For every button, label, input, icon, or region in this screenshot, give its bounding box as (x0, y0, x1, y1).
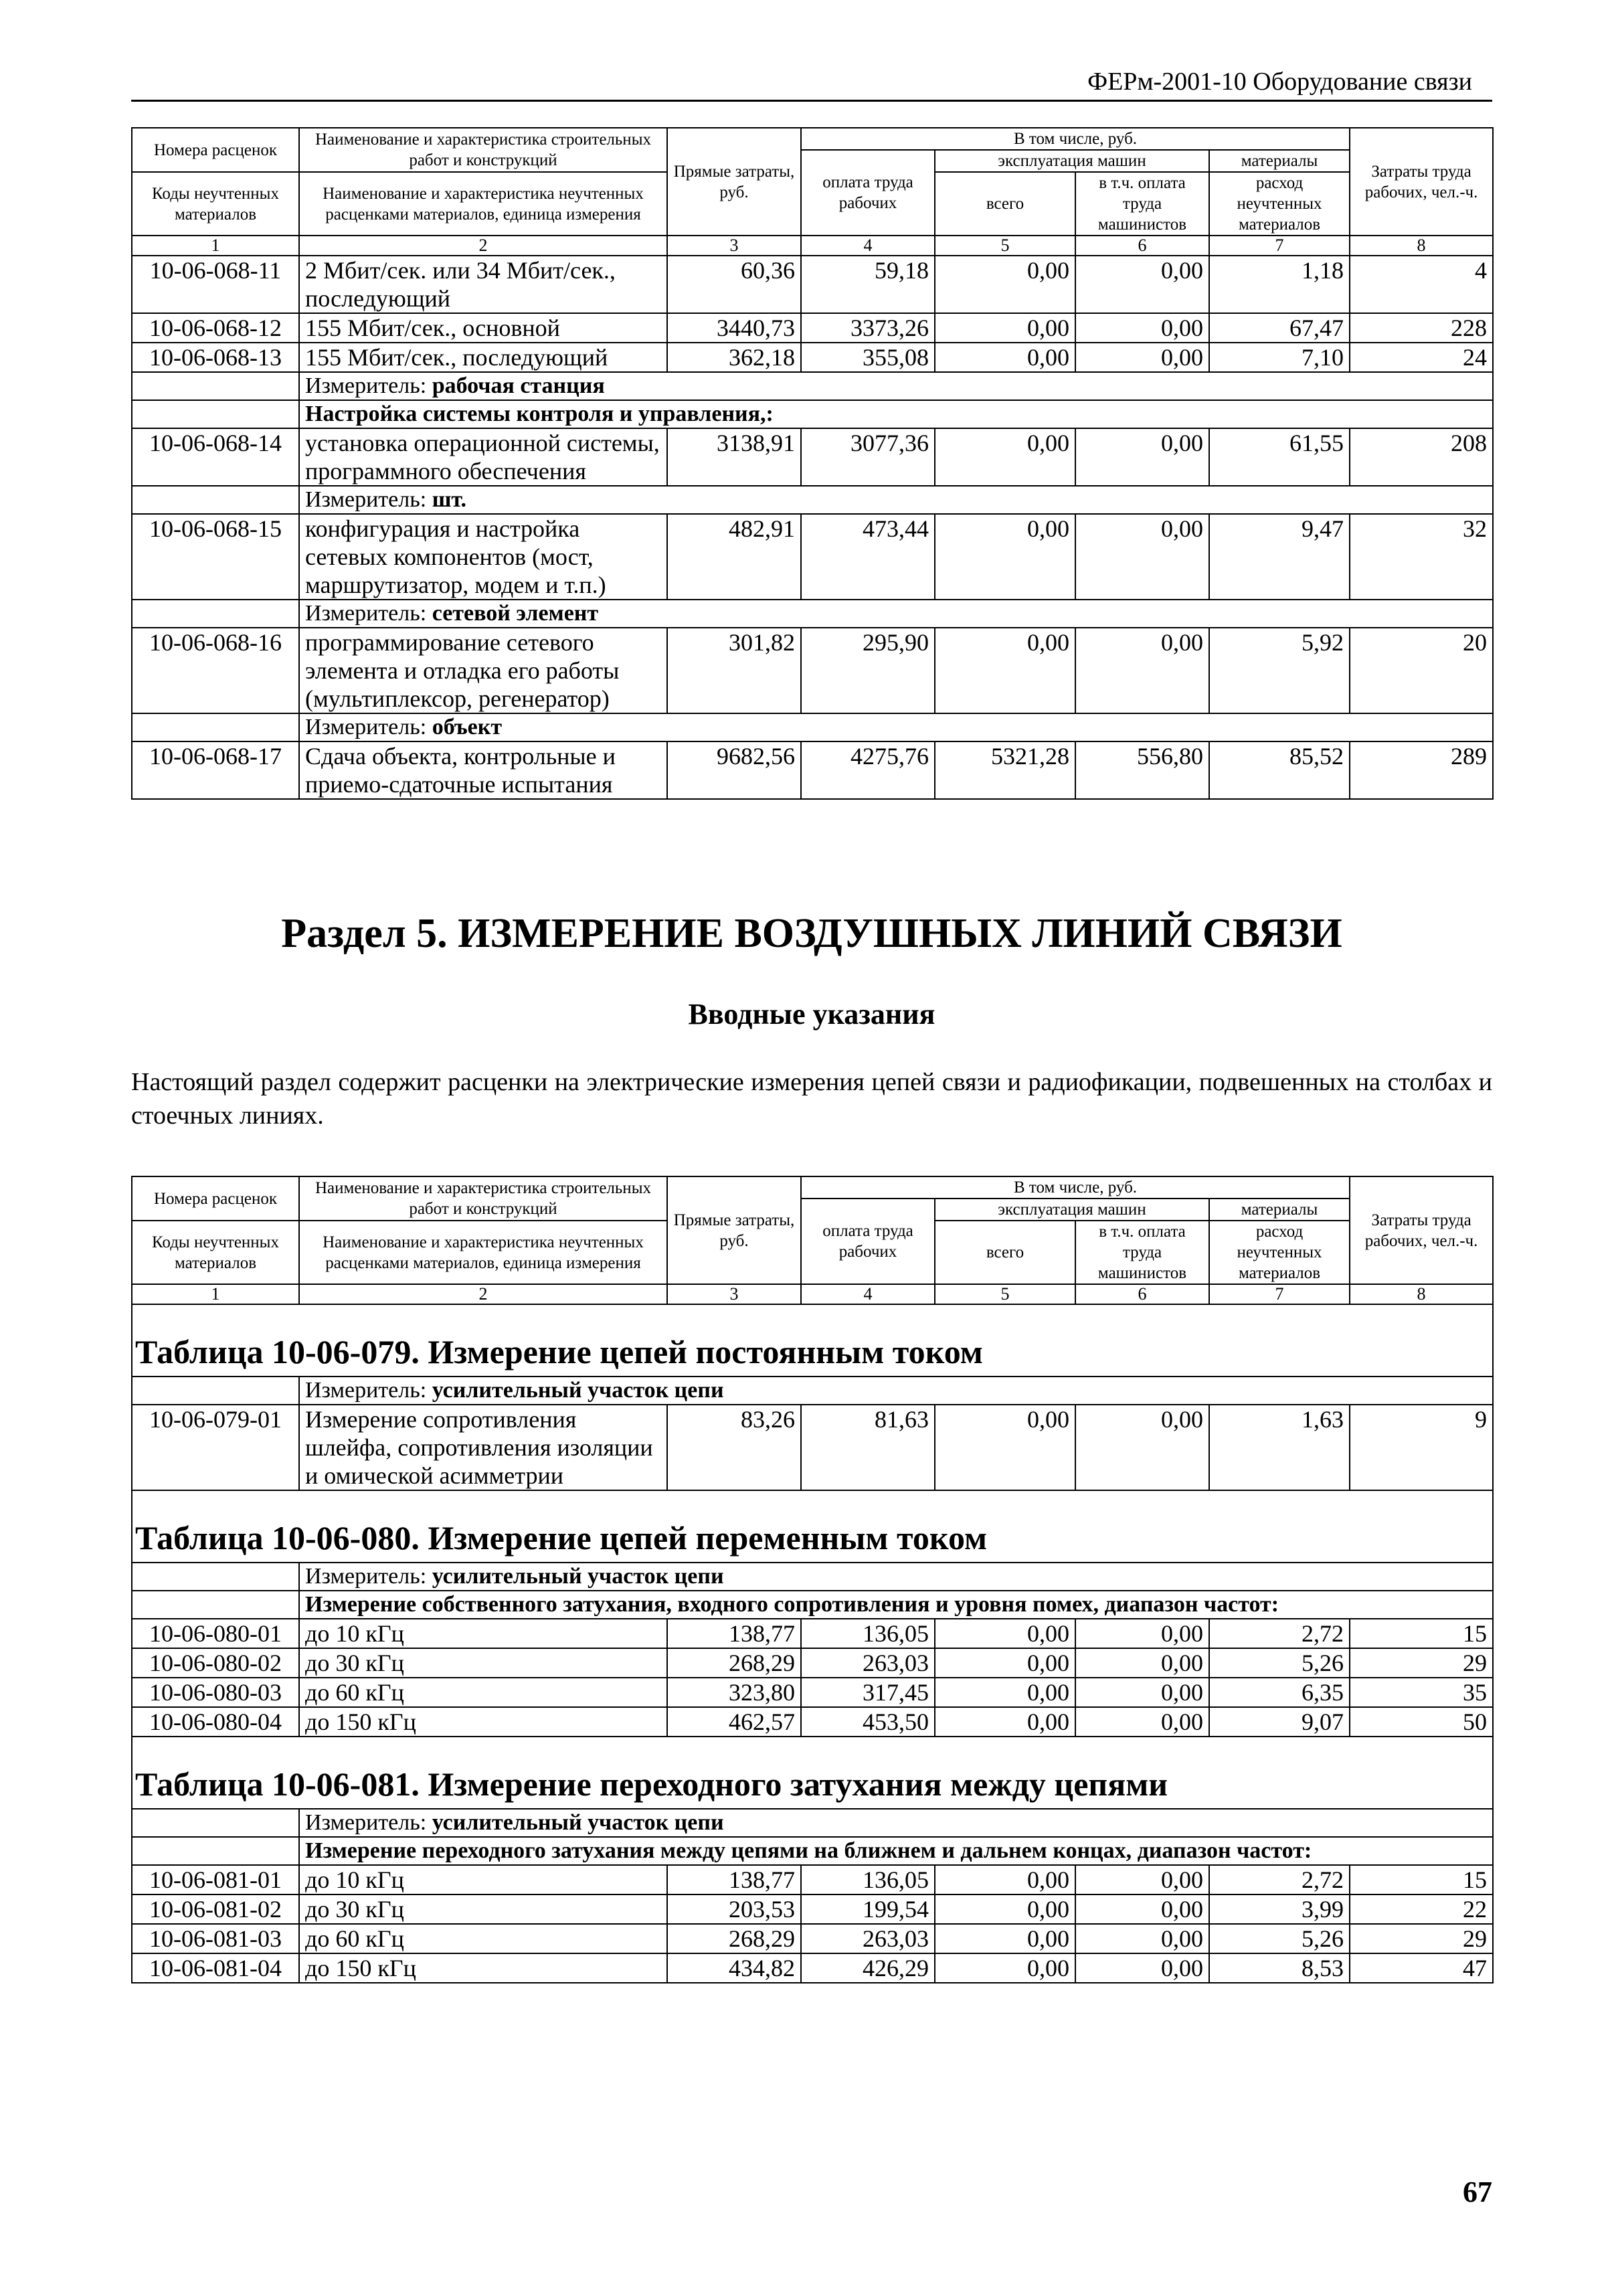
header-row (132, 128, 1493, 150)
measure-unit-row: Измеритель: усилительный участок цепи (132, 1377, 1493, 1405)
table-row: 10-06-080-02 до 30 кГц 268,29 263,03 0,00 0,00 5,26 29 (132, 1648, 1493, 1678)
col-rate-number-header: Номера расценок (132, 128, 299, 172)
col-worker-pay-header: оплата труда рабочих (801, 150, 935, 236)
table-title: Таблица 10-06-081. Измерение переходного затухания между цепями (132, 1737, 1493, 1809)
col-operators-pay-header: в т.ч. оплата труда машинистов (1075, 172, 1209, 236)
table-row: 10-06-080-04 до 150 кГц 462,57 453,50 0,00 0,00 9,07 50 (132, 1707, 1493, 1737)
rates-table-section5 (131, 1176, 1494, 1983)
header-row (132, 1176, 1493, 1199)
table-row: 10-06-080-01 до 10 кГц 138,77 136,05 0,00 0,00 2,72 15 (132, 1619, 1493, 1648)
table-row: 10-06-068-12 155 Мбит/сек., основной 3440,73 3373,26 0,00 0,00 67,47 228 (132, 313, 1493, 343)
intro-line: подвешенных на столбах и стоечных линиях. (131, 1068, 1492, 1130)
measure-unit-row: Измеритель: усилительный участок цепи (132, 1809, 1493, 1837)
col-worker-pay-header: оплата труда рабочих (801, 1199, 935, 1284)
table-row: 10-06-080-03 до 60 кГц 323,80 317,45 0,00 0,00 6,35 35 (132, 1678, 1493, 1707)
table-row: 10-06-068-11 2 Мбит/сек. или 34 Мбит/сек., последующий 60,36 59,18 0,00 0,00 1,18 4 (132, 256, 1493, 313)
page-number: 67 (1463, 2176, 1492, 2208)
table-row: 10-06-068-17 Сдача объекта, контрольные и приемо-сдаточные испытания 9682,56 4275,76 5321,28 556,80 85,52 289 (132, 741, 1493, 799)
section-title: Раздел 5. ИЗМЕРЕНИЕ ВОЗДУШНЫХ ЛИНИЙ СВЯЗИ (281, 911, 1342, 956)
intro-heading: Вводные указания (688, 998, 935, 1031)
measure-unit-row: Измеритель: рабочая станция (132, 372, 1493, 400)
col-machines-header: эксплуатация машин (935, 150, 1209, 172)
rates-table-068 (131, 127, 1494, 800)
measure-unit-row: Измеритель: объект (132, 713, 1493, 741)
col-machines-total-header: всего (935, 1221, 1075, 1284)
col-direct-costs-header: Прямые затраты, руб. (667, 1176, 801, 1284)
col-direct-costs-header: Прямые затраты, руб. (667, 128, 801, 236)
running-header: ФЕРм-2001-10 Оборудование связи (1087, 68, 1472, 96)
col-material-names-header: Наименование и характеристика неучтенных расценками материалов, единица измерения (299, 172, 667, 236)
column-index-row: 1 2 3 4 5 6 7 8 (132, 236, 1493, 256)
table-title: Таблица 10-06-080. Измерение цепей переменным током (132, 1490, 1493, 1563)
table-title-row (132, 1490, 1493, 1563)
column-index-row: 1 2 3 4 5 6 7 8 (132, 1284, 1493, 1304)
measure-unit-row: Измеритель: сетевой элемент (132, 600, 1493, 628)
col-operators-pay-header: в т.ч. оплата труда машинистов (1075, 1221, 1209, 1284)
col-work-name-header: Наименование и характеристика строительных работ и конструкций (299, 1176, 667, 1221)
col-labor-hours-header: Затраты труда рабочих, чел.-ч. (1350, 128, 1493, 236)
intro-paragraph (131, 1065, 1492, 1132)
col-materials-use-header: расход неучтенных материалов (1209, 1221, 1350, 1284)
table-title: Таблица 10-06-079. Измерение цепей постоянным током (132, 1304, 1493, 1377)
col-materials-header: материалы (1209, 1199, 1350, 1221)
col-group-header: В том числе, руб. (801, 128, 1350, 150)
table-title-row (132, 1737, 1493, 1809)
col-work-name-header: Наименование и характеристика строительных работ и конструкций (299, 128, 667, 172)
subgroup-row: Настройка системы контроля и управления,: (132, 400, 1493, 428)
table-row: 10-06-081-02 до 30 кГц 203,53 199,54 0,00 0,00 3,99 22 (132, 1894, 1493, 1924)
col-labor-hours-header: Затраты труда рабочих, чел.-ч. (1350, 1176, 1493, 1284)
col-materials-header: материалы (1209, 150, 1350, 172)
table-row: 10-06-081-04 до 150 кГц 434,82 426,29 0,00 0,00 8,53 47 (132, 1953, 1493, 1983)
col-group-header: В том числе, руб. (801, 1176, 1350, 1199)
table-row: 10-06-068-16 программирование сетевого элемента и отладка его работы (мультиплексор, регенератор) 301,82 295,90 0,00 0,00 5,92 20 (132, 628, 1493, 713)
intro-line: Настоящий раздел содержит расценки на электрические измерения цепей связи и радиофикации, (131, 1068, 1192, 1096)
table-row: 10-06-081-03 до 60 кГц 268,29 263,03 0,00 0,00 5,26 29 (132, 1924, 1493, 1953)
table-row: 10-06-068-14 установка операционной системы, программного обеспечения 3138,91 3077,36 0,00 0,00 61,55 208 (132, 428, 1493, 486)
col-material-names-header: Наименование и характеристика неучтенных расценками материалов, единица измерения (299, 1221, 667, 1284)
table-row: 10-06-081-01 до 10 кГц 138,77 136,05 0,00 0,00 2,72 15 (132, 1865, 1493, 1894)
col-material-codes-header: Коды неучтенных материалов (132, 172, 299, 236)
col-rate-number-header: Номера расценок (132, 1176, 299, 1221)
col-machines-header: эксплуатация машин (935, 1199, 1209, 1221)
subgroup-row: Измерение собственного затухания, входного сопротивления и уровня помех, диапазон частот: (132, 1591, 1493, 1619)
header-rule (131, 100, 1492, 102)
table-row: 10-06-079-01 Измерение сопротивления шлейфа, сопротивления изоляции и омической асимметрии 83,26 81,63 0,00 0,00 1,63 9 (132, 1405, 1493, 1490)
col-machines-total-header: всего (935, 172, 1075, 236)
col-material-codes-header: Коды неучтенных материалов (132, 1221, 299, 1284)
measure-unit-row: Измеритель: шт. (132, 486, 1493, 514)
table-row: 10-06-068-13 155 Мбит/сек., последующий 362,18 355,08 0,00 0,00 7,10 24 (132, 343, 1493, 372)
measure-unit-row: Измеритель: усилительный участок цепи (132, 1563, 1493, 1591)
col-materials-use-header: расход неучтенных материалов (1209, 172, 1350, 236)
subgroup-row: Измерение переходного затухания между цепями на ближнем и дальнем концах, диапазон частот: (132, 1837, 1493, 1865)
table-title-row (132, 1304, 1493, 1377)
table-row: 10-06-068-15 конфигурация и настройка сетевых компонентов (мост, маршрутизатор, модем и т.п.) 482,91 473,44 0,00 0,00 9,47 32 (132, 514, 1493, 600)
